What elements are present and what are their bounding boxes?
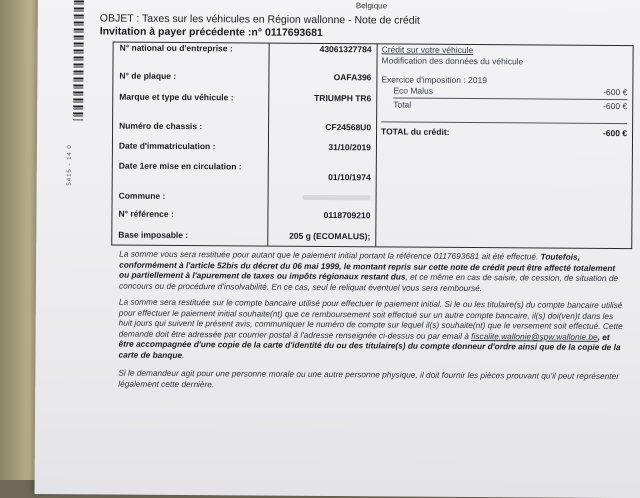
value: 205 g (ECOMALUS); <box>289 230 371 242</box>
label: Commune : <box>118 190 166 201</box>
email-link[interactable]: fiscalite.wallonie@spw.wallonie.be <box>471 330 598 342</box>
credit-note-page <box>35 0 640 498</box>
country-label: Belgique <box>355 1 388 11</box>
column-divider <box>375 44 377 246</box>
legal-representation-paragraph: Si le demandeur agit pour une personne morale ou une autre personne physique, il doit fournir les pièces prouvant qu'il peut représenter légalement cette dernière. <box>118 367 620 389</box>
row-brand-type <box>113 91 376 104</box>
side-reference-code: 5415 - 14 0 <box>66 144 73 186</box>
total-credit-line <box>381 126 627 139</box>
label: Base imposable : <box>118 229 189 241</box>
value: 0118709210 <box>323 209 371 221</box>
vehicle-credit-table <box>111 42 633 250</box>
row-first-circulation <box>113 160 376 183</box>
eco-malus-label: Eco Malus <box>393 85 434 96</box>
total-value: -600 € <box>603 100 628 112</box>
tax-year: Exercice d'imposition : 2019 <box>381 74 488 86</box>
eco-malus-value: -600 € <box>603 86 628 98</box>
row-plate <box>113 70 376 83</box>
bank-account-paragraph: La somme sera restituée sur le compte bancaire utilisé pour effectuer le paiement initial. Si le ou les titulaire(s) du compte bancaire utilisé pour effectuer le paiement initial souhaite(nt) que ce remboursement soit effectué sur un autre compte bancaire, il(s) doi(ven)t dans les huit jours qui suivent le présent avis, communiquer le numéro de compte sur lequel il(s) souhaite(nt) que le versement soit effectué. Cette demande doit être adressée par courrier postal à l'adresse renseignée ci-dessus ou par email à fiscalite.wallonie@spw.wallonie.be, et être accompagnée d'une copie de la carte d'identité du ou des titulaire(s) du compte donneur d'ordre ainsi que de la copie de la carte de banque. <box>118 296 623 360</box>
value: 43061327784 <box>319 43 372 55</box>
value: CF24568U0 <box>325 122 372 133</box>
document-title <box>100 12 420 40</box>
value: 31/10/2019 <box>328 142 371 153</box>
total-credit-value: -600 € <box>602 127 628 139</box>
label: N° national ou d'entreprise : <box>119 42 233 54</box>
credit-subheading: Modification des données du véhicule <box>381 55 524 67</box>
total-credit-label: TOTAL du crédit: <box>381 126 450 137</box>
credit-panel <box>381 44 628 139</box>
barcode <box>73 0 84 120</box>
label: Marque et type du véhicule : <box>119 91 234 103</box>
label: N° de plaque : <box>119 70 177 81</box>
eco-malus-line <box>393 85 627 98</box>
invitation-line: Invitation à payer précédente :n° 0117693681 <box>99 25 323 39</box>
restitution-paragraph: La somme vous sera restituée pour autant que le paiement initial portant la référence 0117693681 ait été effectué. Toutefois, conformément à l'article 52bis du décret du 06 mai 1999, le montant repris sur cette note de crédit peut être affecté totalement ou partiellement à l'apurement de taxes ou impôts régionaux restant dus, et ce même en cas de saisie, de cession, de situation de concours ou de procédure d'insolvabilité. En ce cas, seul le reliquat éventuel vous sera remboursé. <box>118 248 619 293</box>
value: TRIUMPH TR6 <box>314 92 372 104</box>
row-registration-date <box>113 140 376 153</box>
rule <box>381 121 627 124</box>
row-commune <box>113 190 376 201</box>
total-line <box>393 99 627 112</box>
total-label: Total <box>393 99 412 110</box>
label: Date d'immatriculation : <box>118 140 216 152</box>
value: 01/10/1974 <box>328 172 371 183</box>
value: OAFA396 <box>333 72 372 83</box>
row-chassis <box>113 120 376 133</box>
row-national-number <box>114 42 377 55</box>
label: Date 1ere mise en circulation : <box>118 160 242 172</box>
label: Numéro de chassis : <box>119 120 203 132</box>
value-redacted <box>271 192 371 204</box>
row-taxable-base <box>112 229 375 242</box>
column-divider <box>267 44 269 246</box>
row-reference <box>113 208 376 221</box>
label: N° référence : <box>118 208 174 219</box>
credit-heading: Crédit sur votre véhicule <box>381 44 474 56</box>
objet-line: OBJET : Taxes sur les véhicules en Région wallonne - Note de crédit <box>99 12 420 27</box>
